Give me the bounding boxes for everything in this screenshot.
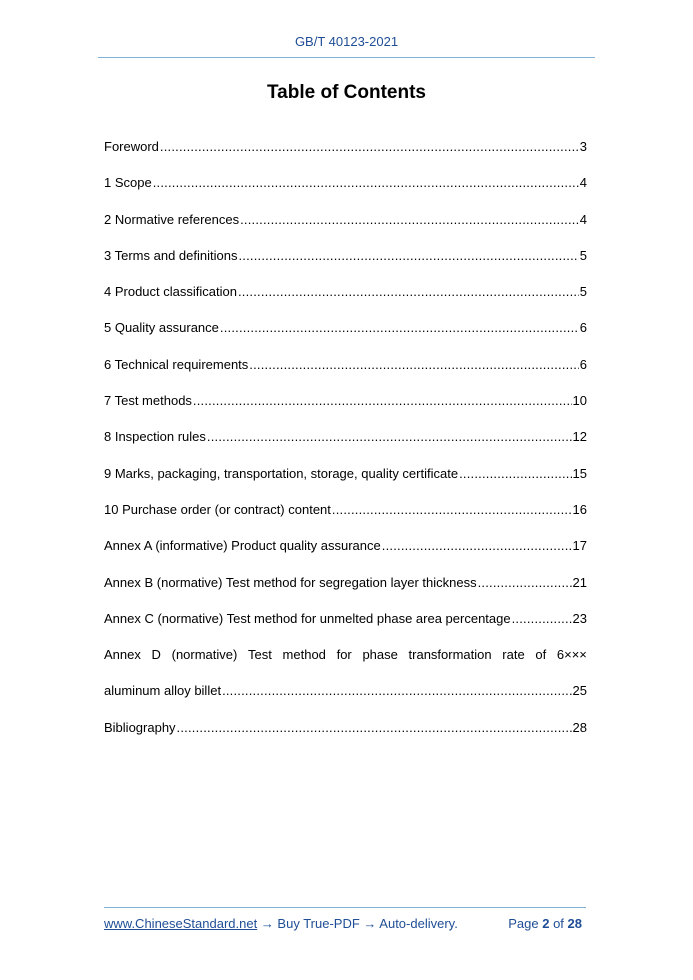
toc-entry-label: 5 Quality assurance bbox=[104, 320, 219, 336]
standard-code: GB/T 40123-2021 bbox=[294, 34, 399, 49]
current-page: 2 bbox=[542, 916, 550, 931]
footer-divider bbox=[104, 907, 586, 908]
toc-entry-label: Annex A (informative) Product quality assurance bbox=[104, 538, 381, 554]
toc-leader bbox=[177, 720, 572, 736]
toc-leader bbox=[220, 320, 579, 336]
toc-leader bbox=[238, 248, 578, 264]
toc-entry-label: 8 Inspection rules bbox=[104, 429, 206, 445]
toc-entry[interactable] bbox=[104, 357, 587, 393]
toc-entry[interactable] bbox=[104, 320, 587, 356]
toc-entry-label: 9 Marks, packaging, transportation, storage, quality certificate bbox=[104, 465, 459, 481]
toc-entry-page: 23 bbox=[572, 610, 587, 626]
toc-entry-page: 28 bbox=[572, 719, 587, 735]
toc-entry-page: 5 bbox=[579, 284, 587, 300]
toc-entry-label: 4 Product classification bbox=[104, 284, 237, 300]
table-of-contents bbox=[104, 139, 587, 756]
toc-entry[interactable] bbox=[104, 212, 587, 248]
toc-entry-page: 6 bbox=[579, 320, 587, 336]
toc-entry-page: 10 bbox=[572, 393, 587, 409]
toc-entry-page: 21 bbox=[572, 574, 587, 590]
toc-entry-label: 2 Normative references bbox=[104, 211, 240, 227]
footer-promo-text: → Buy True-PDF → Auto-delivery. bbox=[257, 916, 458, 931]
toc-entry-page: 17 bbox=[572, 538, 587, 554]
toc-entry-label: 7 Test methods bbox=[104, 393, 192, 409]
toc-entry-label: Annex B (normative) Test method for segregation layer thickness bbox=[104, 574, 477, 590]
toc-entry-label: Foreword bbox=[104, 139, 159, 154]
toc-entry-label: Annex C (normative) Test method for unmelted phase area percentage bbox=[104, 610, 511, 626]
toc-entry-page: 12 bbox=[572, 429, 587, 445]
toc-entry-label: 10 Purchase order (or contract) content bbox=[104, 501, 331, 517]
toc-entry[interactable] bbox=[104, 284, 587, 320]
toc-leader bbox=[193, 393, 572, 409]
toc-entry-label: Bibliography bbox=[104, 719, 176, 735]
toc-entry[interactable] bbox=[104, 611, 587, 647]
toc-entry[interactable] bbox=[104, 393, 587, 429]
toc-leader bbox=[478, 575, 572, 591]
toc-entry-page: 15 bbox=[572, 465, 587, 481]
page-title: Table of Contents bbox=[266, 82, 427, 103]
toc-entry-page: 4 bbox=[579, 211, 587, 227]
toc-entry-page: 6 bbox=[579, 356, 587, 372]
toc-leader bbox=[249, 357, 578, 373]
toc-entry[interactable] bbox=[104, 502, 587, 538]
toc-leader bbox=[512, 611, 572, 627]
website-link[interactable]: www.ChineseStandard.net bbox=[104, 916, 258, 931]
toc-entry-label: 6 Technical requirements bbox=[104, 356, 249, 372]
toc-entry-wrapped-line[interactable] bbox=[104, 647, 587, 683]
toc-entry-page: 4 bbox=[579, 175, 587, 191]
toc-entry[interactable] bbox=[104, 175, 587, 211]
page-number: Page 2 of 28 bbox=[508, 916, 582, 931]
toc-entry-page: 16 bbox=[572, 501, 587, 517]
toc-leader bbox=[222, 683, 571, 699]
toc-entry-page: 3 bbox=[579, 139, 587, 154]
toc-leader bbox=[153, 175, 579, 191]
header-divider bbox=[98, 57, 595, 58]
toc-leader bbox=[238, 284, 579, 300]
toc-entry-label: 1 Scope bbox=[104, 175, 152, 191]
toc-entry[interactable] bbox=[104, 575, 587, 611]
toc-entry[interactable] bbox=[104, 248, 587, 284]
toc-entry[interactable] bbox=[104, 538, 587, 574]
toc-entry[interactable] bbox=[104, 720, 587, 756]
toc-entry-page: 5 bbox=[579, 247, 587, 263]
toc-leader bbox=[207, 429, 572, 445]
toc-entry[interactable] bbox=[104, 429, 587, 465]
toc-leader bbox=[382, 538, 572, 554]
toc-entry-label: 3 Terms and definitions bbox=[104, 247, 238, 263]
toc-leader bbox=[240, 212, 579, 228]
toc-leader bbox=[160, 139, 579, 155]
toc-entry[interactable] bbox=[104, 466, 587, 502]
toc-entry-page: 25 bbox=[572, 683, 587, 699]
toc-entry-label: aluminum alloy billet bbox=[104, 683, 222, 699]
toc-entry[interactable] bbox=[104, 683, 587, 719]
toc-entry-label-justified: Annex D (normative) Test method for phase transformation rate of 6××× bbox=[104, 647, 587, 663]
total-pages: 28 bbox=[567, 916, 582, 931]
toc-leader bbox=[332, 502, 572, 518]
toc-entry[interactable] bbox=[104, 139, 587, 175]
toc-leader bbox=[459, 466, 571, 482]
